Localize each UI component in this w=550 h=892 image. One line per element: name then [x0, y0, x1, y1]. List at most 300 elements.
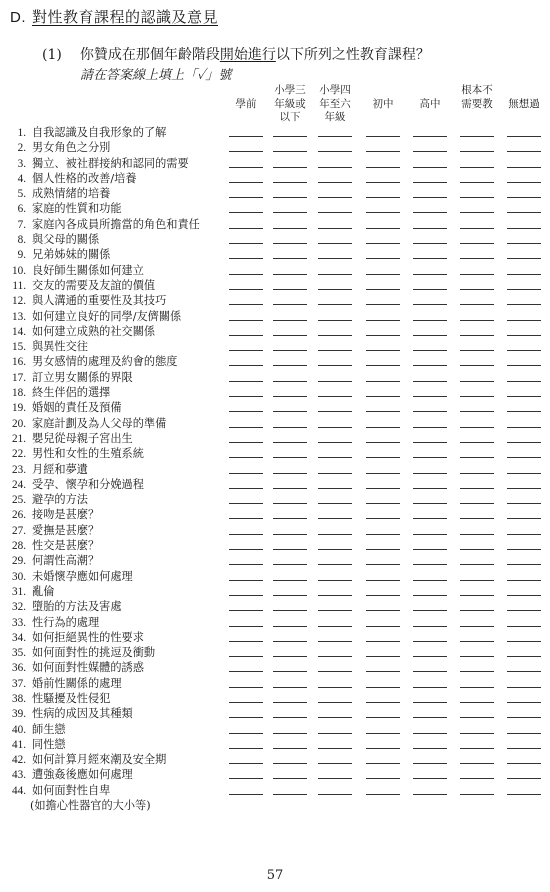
answer-line-5[interactable]	[413, 626, 447, 627]
answer-line-5[interactable]	[413, 167, 447, 168]
answer-line-5[interactable]	[413, 580, 447, 581]
answer-line-5[interactable]	[413, 748, 447, 749]
answer-line-4[interactable]	[366, 411, 400, 412]
answer-line-1[interactable]	[229, 610, 263, 611]
answer-line-5[interactable]	[413, 182, 447, 183]
answer-line-3[interactable]	[318, 794, 352, 795]
answer-line-3[interactable]	[318, 136, 352, 137]
answer-line-7[interactable]	[507, 733, 541, 734]
answer-line-6[interactable]	[460, 564, 494, 565]
answer-line-1[interactable]	[229, 167, 263, 168]
answer-line-7[interactable]	[507, 794, 541, 795]
answer-line-1[interactable]	[229, 258, 263, 259]
answer-line-7[interactable]	[507, 427, 541, 428]
answer-line-6[interactable]	[460, 274, 494, 275]
answer-line-3[interactable]	[318, 182, 352, 183]
answer-line-5[interactable]	[413, 610, 447, 611]
answer-line-7[interactable]	[507, 702, 541, 703]
answer-line-2[interactable]	[273, 212, 307, 213]
answer-line-4[interactable]	[366, 687, 400, 688]
answer-line-7[interactable]	[507, 365, 541, 366]
answer-line-7[interactable]	[507, 304, 541, 305]
answer-line-7[interactable]	[507, 197, 541, 198]
answer-line-4[interactable]	[366, 258, 400, 259]
answer-line-6[interactable]	[460, 350, 494, 351]
answer-line-7[interactable]	[507, 289, 541, 290]
answer-line-2[interactable]	[273, 534, 307, 535]
answer-line-6[interactable]	[460, 365, 494, 366]
answer-line-2[interactable]	[273, 365, 307, 366]
answer-line-7[interactable]	[507, 549, 541, 550]
answer-line-6[interactable]	[460, 228, 494, 229]
answer-line-2[interactable]	[273, 457, 307, 458]
answer-line-4[interactable]	[366, 212, 400, 213]
answer-line-7[interactable]	[507, 626, 541, 627]
answer-line-4[interactable]	[366, 151, 400, 152]
answer-line-4[interactable]	[366, 243, 400, 244]
answer-line-5[interactable]	[413, 503, 447, 504]
answer-line-6[interactable]	[460, 427, 494, 428]
answer-line-2[interactable]	[273, 473, 307, 474]
answer-line-3[interactable]	[318, 350, 352, 351]
answer-line-5[interactable]	[413, 442, 447, 443]
answer-line-4[interactable]	[366, 748, 400, 749]
answer-line-2[interactable]	[273, 610, 307, 611]
answer-line-7[interactable]	[507, 411, 541, 412]
answer-line-6[interactable]	[460, 167, 494, 168]
answer-line-3[interactable]	[318, 151, 352, 152]
answer-line-7[interactable]	[507, 228, 541, 229]
answer-line-5[interactable]	[413, 702, 447, 703]
answer-line-2[interactable]	[273, 442, 307, 443]
answer-line-2[interactable]	[273, 656, 307, 657]
answer-line-7[interactable]	[507, 503, 541, 504]
answer-line-1[interactable]	[229, 564, 263, 565]
answer-line-6[interactable]	[460, 610, 494, 611]
answer-line-2[interactable]	[273, 503, 307, 504]
answer-line-1[interactable]	[229, 656, 263, 657]
answer-line-2[interactable]	[273, 197, 307, 198]
answer-line-7[interactable]	[507, 656, 541, 657]
answer-line-1[interactable]	[229, 626, 263, 627]
answer-line-3[interactable]	[318, 641, 352, 642]
answer-line-1[interactable]	[229, 411, 263, 412]
answer-line-3[interactable]	[318, 289, 352, 290]
answer-line-7[interactable]	[507, 350, 541, 351]
answer-line-6[interactable]	[460, 457, 494, 458]
answer-line-4[interactable]	[366, 564, 400, 565]
answer-line-3[interactable]	[318, 687, 352, 688]
answer-line-1[interactable]	[229, 580, 263, 581]
answer-line-5[interactable]	[413, 671, 447, 672]
answer-line-2[interactable]	[273, 167, 307, 168]
answer-line-3[interactable]	[318, 503, 352, 504]
answer-line-3[interactable]	[318, 626, 352, 627]
answer-line-6[interactable]	[460, 549, 494, 550]
answer-line-6[interactable]	[460, 717, 494, 718]
answer-line-3[interactable]	[318, 549, 352, 550]
answer-line-4[interactable]	[366, 182, 400, 183]
answer-line-5[interactable]	[413, 717, 447, 718]
answer-line-7[interactable]	[507, 136, 541, 137]
answer-line-5[interactable]	[413, 763, 447, 764]
answer-line-4[interactable]	[366, 641, 400, 642]
answer-line-2[interactable]	[273, 763, 307, 764]
answer-line-4[interactable]	[366, 626, 400, 627]
answer-line-6[interactable]	[460, 289, 494, 290]
answer-line-2[interactable]	[273, 641, 307, 642]
answer-line-4[interactable]	[366, 488, 400, 489]
answer-line-5[interactable]	[413, 794, 447, 795]
answer-line-4[interactable]	[366, 794, 400, 795]
answer-line-5[interactable]	[413, 488, 447, 489]
answer-line-3[interactable]	[318, 763, 352, 764]
answer-line-2[interactable]	[273, 687, 307, 688]
answer-line-4[interactable]	[366, 534, 400, 535]
answer-line-2[interactable]	[273, 243, 307, 244]
answer-line-2[interactable]	[273, 748, 307, 749]
answer-line-6[interactable]	[460, 534, 494, 535]
answer-line-2[interactable]	[273, 381, 307, 382]
answer-line-1[interactable]	[229, 518, 263, 519]
answer-line-7[interactable]	[507, 243, 541, 244]
answer-line-4[interactable]	[366, 167, 400, 168]
answer-line-3[interactable]	[318, 457, 352, 458]
answer-line-6[interactable]	[460, 335, 494, 336]
answer-line-7[interactable]	[507, 151, 541, 152]
answer-line-2[interactable]	[273, 626, 307, 627]
answer-line-4[interactable]	[366, 503, 400, 504]
answer-line-3[interactable]	[318, 580, 352, 581]
answer-line-2[interactable]	[273, 733, 307, 734]
answer-line-1[interactable]	[229, 503, 263, 504]
answer-line-6[interactable]	[460, 442, 494, 443]
answer-line-7[interactable]	[507, 320, 541, 321]
answer-line-3[interactable]	[318, 488, 352, 489]
answer-line-4[interactable]	[366, 473, 400, 474]
answer-line-4[interactable]	[366, 610, 400, 611]
answer-line-3[interactable]	[318, 733, 352, 734]
answer-line-3[interactable]	[318, 258, 352, 259]
answer-line-6[interactable]	[460, 396, 494, 397]
answer-line-3[interactable]	[318, 778, 352, 779]
answer-line-7[interactable]	[507, 748, 541, 749]
answer-line-5[interactable]	[413, 274, 447, 275]
answer-line-5[interactable]	[413, 534, 447, 535]
answer-line-4[interactable]	[366, 656, 400, 657]
answer-line-2[interactable]	[273, 671, 307, 672]
answer-line-6[interactable]	[460, 671, 494, 672]
answer-line-4[interactable]	[366, 335, 400, 336]
answer-line-5[interactable]	[413, 595, 447, 596]
answer-line-1[interactable]	[229, 365, 263, 366]
answer-line-4[interactable]	[366, 442, 400, 443]
answer-line-5[interactable]	[413, 733, 447, 734]
answer-line-3[interactable]	[318, 243, 352, 244]
answer-line-3[interactable]	[318, 304, 352, 305]
answer-line-1[interactable]	[229, 350, 263, 351]
answer-line-7[interactable]	[507, 457, 541, 458]
answer-line-4[interactable]	[366, 228, 400, 229]
answer-line-6[interactable]	[460, 503, 494, 504]
answer-line-1[interactable]	[229, 457, 263, 458]
answer-line-3[interactable]	[318, 197, 352, 198]
answer-line-4[interactable]	[366, 595, 400, 596]
answer-line-5[interactable]	[413, 320, 447, 321]
answer-line-5[interactable]	[413, 381, 447, 382]
answer-line-2[interactable]	[273, 136, 307, 137]
answer-line-4[interactable]	[366, 365, 400, 366]
answer-line-2[interactable]	[273, 182, 307, 183]
answer-line-4[interactable]	[366, 381, 400, 382]
answer-line-4[interactable]	[366, 289, 400, 290]
answer-line-6[interactable]	[460, 136, 494, 137]
answer-line-1[interactable]	[229, 748, 263, 749]
answer-line-4[interactable]	[366, 396, 400, 397]
answer-line-7[interactable]	[507, 167, 541, 168]
answer-line-3[interactable]	[318, 564, 352, 565]
answer-line-1[interactable]	[229, 763, 263, 764]
answer-line-6[interactable]	[460, 794, 494, 795]
answer-line-6[interactable]	[460, 473, 494, 474]
answer-line-4[interactable]	[366, 304, 400, 305]
answer-line-1[interactable]	[229, 641, 263, 642]
answer-line-3[interactable]	[318, 610, 352, 611]
answer-line-2[interactable]	[273, 335, 307, 336]
answer-line-7[interactable]	[507, 534, 541, 535]
answer-line-7[interactable]	[507, 473, 541, 474]
answer-line-5[interactable]	[413, 518, 447, 519]
answer-line-1[interactable]	[229, 304, 263, 305]
answer-line-4[interactable]	[366, 427, 400, 428]
answer-line-3[interactable]	[318, 365, 352, 366]
answer-line-5[interactable]	[413, 564, 447, 565]
answer-line-1[interactable]	[229, 335, 263, 336]
answer-line-7[interactable]	[507, 488, 541, 489]
answer-line-6[interactable]	[460, 641, 494, 642]
answer-line-7[interactable]	[507, 182, 541, 183]
answer-line-5[interactable]	[413, 473, 447, 474]
answer-line-4[interactable]	[366, 671, 400, 672]
answer-line-7[interactable]	[507, 381, 541, 382]
answer-line-6[interactable]	[460, 320, 494, 321]
answer-line-4[interactable]	[366, 763, 400, 764]
answer-line-4[interactable]	[366, 274, 400, 275]
answer-line-2[interactable]	[273, 228, 307, 229]
answer-line-1[interactable]	[229, 794, 263, 795]
answer-line-1[interactable]	[229, 733, 263, 734]
answer-line-6[interactable]	[460, 763, 494, 764]
answer-line-2[interactable]	[273, 549, 307, 550]
answer-line-1[interactable]	[229, 182, 263, 183]
answer-line-2[interactable]	[273, 274, 307, 275]
answer-line-2[interactable]	[273, 350, 307, 351]
answer-line-1[interactable]	[229, 274, 263, 275]
answer-line-2[interactable]	[273, 488, 307, 489]
answer-line-5[interactable]	[413, 687, 447, 688]
answer-line-1[interactable]	[229, 442, 263, 443]
answer-line-4[interactable]	[366, 717, 400, 718]
answer-line-7[interactable]	[507, 564, 541, 565]
answer-line-3[interactable]	[318, 473, 352, 474]
answer-line-1[interactable]	[229, 151, 263, 152]
answer-line-6[interactable]	[460, 381, 494, 382]
answer-line-7[interactable]	[507, 687, 541, 688]
answer-line-3[interactable]	[318, 671, 352, 672]
answer-line-5[interactable]	[413, 289, 447, 290]
answer-line-5[interactable]	[413, 228, 447, 229]
answer-line-4[interactable]	[366, 518, 400, 519]
answer-line-5[interactable]	[413, 457, 447, 458]
answer-line-5[interactable]	[413, 656, 447, 657]
answer-line-3[interactable]	[318, 748, 352, 749]
answer-line-5[interactable]	[413, 243, 447, 244]
answer-line-4[interactable]	[366, 350, 400, 351]
answer-line-3[interactable]	[318, 381, 352, 382]
answer-line-6[interactable]	[460, 778, 494, 779]
answer-line-7[interactable]	[507, 396, 541, 397]
answer-line-1[interactable]	[229, 381, 263, 382]
answer-line-2[interactable]	[273, 320, 307, 321]
answer-line-1[interactable]	[229, 778, 263, 779]
answer-line-2[interactable]	[273, 794, 307, 795]
answer-line-3[interactable]	[318, 320, 352, 321]
answer-line-6[interactable]	[460, 212, 494, 213]
answer-line-6[interactable]	[460, 304, 494, 305]
answer-line-6[interactable]	[460, 182, 494, 183]
answer-line-2[interactable]	[273, 518, 307, 519]
answer-line-6[interactable]	[460, 702, 494, 703]
answer-line-3[interactable]	[318, 656, 352, 657]
answer-line-3[interactable]	[318, 595, 352, 596]
answer-line-5[interactable]	[413, 365, 447, 366]
answer-line-3[interactable]	[318, 274, 352, 275]
answer-line-7[interactable]	[507, 778, 541, 779]
answer-line-6[interactable]	[460, 733, 494, 734]
answer-line-5[interactable]	[413, 427, 447, 428]
answer-line-7[interactable]	[507, 580, 541, 581]
answer-line-1[interactable]	[229, 136, 263, 137]
answer-line-1[interactable]	[229, 488, 263, 489]
answer-line-5[interactable]	[413, 258, 447, 259]
answer-line-3[interactable]	[318, 212, 352, 213]
answer-line-5[interactable]	[413, 549, 447, 550]
answer-line-7[interactable]	[507, 518, 541, 519]
answer-line-1[interactable]	[229, 243, 263, 244]
answer-line-2[interactable]	[273, 564, 307, 565]
answer-line-7[interactable]	[507, 335, 541, 336]
answer-line-7[interactable]	[507, 610, 541, 611]
answer-line-3[interactable]	[318, 534, 352, 535]
answer-line-6[interactable]	[460, 595, 494, 596]
answer-line-5[interactable]	[413, 136, 447, 137]
answer-line-4[interactable]	[366, 136, 400, 137]
answer-line-3[interactable]	[318, 518, 352, 519]
answer-line-2[interactable]	[273, 396, 307, 397]
answer-line-2[interactable]	[273, 151, 307, 152]
answer-line-1[interactable]	[229, 595, 263, 596]
answer-line-6[interactable]	[460, 197, 494, 198]
answer-line-1[interactable]	[229, 702, 263, 703]
answer-line-5[interactable]	[413, 335, 447, 336]
answer-line-3[interactable]	[318, 427, 352, 428]
answer-line-4[interactable]	[366, 320, 400, 321]
answer-line-6[interactable]	[460, 687, 494, 688]
answer-line-3[interactable]	[318, 396, 352, 397]
answer-line-2[interactable]	[273, 778, 307, 779]
answer-line-3[interactable]	[318, 411, 352, 412]
answer-line-5[interactable]	[413, 641, 447, 642]
answer-line-5[interactable]	[413, 197, 447, 198]
answer-line-4[interactable]	[366, 733, 400, 734]
answer-line-2[interactable]	[273, 289, 307, 290]
answer-line-3[interactable]	[318, 717, 352, 718]
answer-line-6[interactable]	[460, 258, 494, 259]
answer-line-1[interactable]	[229, 212, 263, 213]
answer-line-1[interactable]	[229, 671, 263, 672]
answer-line-1[interactable]	[229, 228, 263, 229]
answer-line-4[interactable]	[366, 549, 400, 550]
answer-line-7[interactable]	[507, 258, 541, 259]
answer-line-6[interactable]	[460, 626, 494, 627]
answer-line-5[interactable]	[413, 151, 447, 152]
answer-line-4[interactable]	[366, 197, 400, 198]
answer-line-6[interactable]	[460, 488, 494, 489]
answer-line-1[interactable]	[229, 687, 263, 688]
answer-line-3[interactable]	[318, 228, 352, 229]
answer-line-5[interactable]	[413, 778, 447, 779]
answer-line-2[interactable]	[273, 717, 307, 718]
answer-line-2[interactable]	[273, 595, 307, 596]
answer-line-7[interactable]	[507, 763, 541, 764]
answer-line-1[interactable]	[229, 197, 263, 198]
answer-line-2[interactable]	[273, 258, 307, 259]
answer-line-7[interactable]	[507, 671, 541, 672]
answer-line-5[interactable]	[413, 212, 447, 213]
answer-line-1[interactable]	[229, 396, 263, 397]
answer-line-6[interactable]	[460, 411, 494, 412]
answer-line-1[interactable]	[229, 717, 263, 718]
answer-line-6[interactable]	[460, 580, 494, 581]
answer-line-1[interactable]	[229, 427, 263, 428]
answer-line-1[interactable]	[229, 320, 263, 321]
answer-line-3[interactable]	[318, 442, 352, 443]
answer-line-7[interactable]	[507, 595, 541, 596]
answer-line-5[interactable]	[413, 350, 447, 351]
answer-line-3[interactable]	[318, 167, 352, 168]
answer-line-2[interactable]	[273, 580, 307, 581]
answer-line-2[interactable]	[273, 304, 307, 305]
answer-line-1[interactable]	[229, 289, 263, 290]
answer-line-7[interactable]	[507, 212, 541, 213]
answer-line-5[interactable]	[413, 396, 447, 397]
answer-line-7[interactable]	[507, 442, 541, 443]
answer-line-7[interactable]	[507, 641, 541, 642]
answer-line-6[interactable]	[460, 243, 494, 244]
answer-line-4[interactable]	[366, 457, 400, 458]
answer-line-4[interactable]	[366, 702, 400, 703]
answer-line-1[interactable]	[229, 549, 263, 550]
answer-line-4[interactable]	[366, 580, 400, 581]
answer-line-5[interactable]	[413, 304, 447, 305]
answer-line-3[interactable]	[318, 335, 352, 336]
answer-line-2[interactable]	[273, 702, 307, 703]
answer-line-6[interactable]	[460, 656, 494, 657]
answer-line-6[interactable]	[460, 151, 494, 152]
answer-line-3[interactable]	[318, 702, 352, 703]
answer-line-2[interactable]	[273, 427, 307, 428]
answer-line-7[interactable]	[507, 274, 541, 275]
